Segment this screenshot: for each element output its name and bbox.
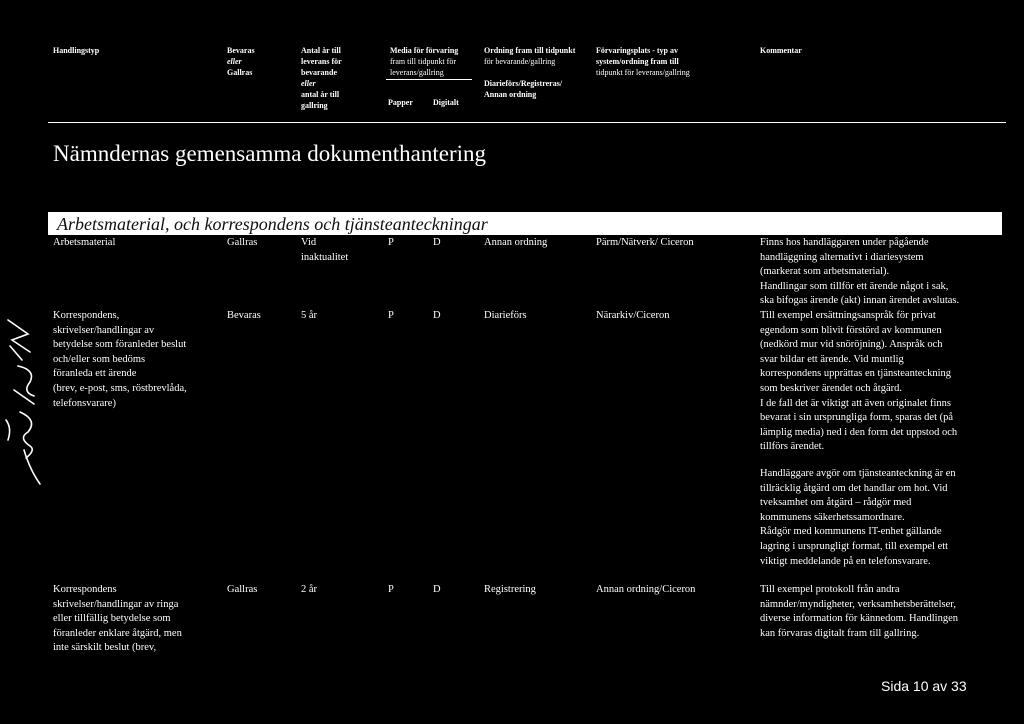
header-text: Kommentar <box>760 46 802 55</box>
header-text <box>484 67 575 78</box>
row-2-years: 5 år <box>301 310 318 321</box>
row-1-paper: P <box>388 237 394 248</box>
header-text: Handlingstyp <box>53 46 100 55</box>
row-1-comment: Finns hos handläggaren under pågående handläggning alternativt i diariesystem (markerat som arbetsmaterial). Handlingar som tillför ett ärende något i sak, ska bifogas ärende (akt) innan ärendet avslutas. <box>760 237 960 307</box>
header-text: Antal år till <box>301 46 341 55</box>
header-col-antal-ar <box>301 45 342 111</box>
row-3-paper: P <box>388 584 394 595</box>
row-1-plats: Pärm/Nätverk/ Ciceron <box>596 237 694 248</box>
row-2-comment: Till exempel ersättningsanspråk för privat egendom som blivit förstörd av kommunen (nedkörd mur vid snöröjning). Anspråk och svar bildar ett ärende. Vid muntlig korrespondens upprättas en tjänsteanteckning som beskriver ärendet och åtgärd. I de fall det är viktigt att även originalet finns bevarat i sin ursprungliga form, sparas det (på lämplig media) ned i den form det uppstod och tillförs ärendet. <box>760 310 958 453</box>
header-text: bevarande <box>301 68 337 77</box>
handwritten-signature <box>0 300 48 490</box>
header-text: Förvaringsplats - typ av <box>596 46 678 55</box>
header-text: Annan ordning <box>484 90 537 99</box>
row-2-comment-2: Handläggare avgör om tjänsteanteckning är en tillräcklig åtgärd om det handlar om hot. Vid tveksamhet om åtgärd – rådgör med kommunens säkerhetssamordnare. Rådgör med kommunens IT-enhet gällande lagring i ursprungligt format, till exempel ett viktigt meddelande på en telefonsvarare. <box>760 468 956 567</box>
header-col-ordning <box>484 45 575 100</box>
row-3-type: Korrespondens skrivelser/handlingar av ringa eller tillfällig betydelse som föranleder enklare åtgärd, men inte särskilt beslut (brev, <box>53 584 182 654</box>
row-2-plats: Närarkiv/Ciceron <box>596 310 670 321</box>
header-text: Gallras <box>227 68 253 77</box>
header-text: eller <box>301 79 316 88</box>
header-col-media <box>390 45 458 78</box>
header-text: Ordning fram till tidpunkt <box>484 46 576 55</box>
header-text: Diarieförs/Registreras/ <box>484 79 563 88</box>
row-3-digital: D <box>433 584 441 595</box>
header-text: gallring <box>301 101 328 110</box>
row-3-plats: Annan ordning/Ciceron <box>596 584 696 595</box>
row-2-bevaras: Bevaras <box>227 310 261 321</box>
row-3-years: 2 år <box>301 584 318 595</box>
page-number: Sida 10 av 33 <box>881 678 967 694</box>
row-1-years: Vid inaktualitet <box>301 237 349 263</box>
row-1-type: Arbetsmaterial <box>53 237 116 248</box>
row-2-ordning: Diarieförs <box>484 310 527 321</box>
row-3-ordning: Registrering <box>484 584 536 595</box>
header-text: fram till tidpunkt för <box>390 57 456 66</box>
subsection-title: Arbetsmaterial, och korrespondens och tjänsteanteckningar <box>57 214 488 234</box>
row-1-ordning: Annan ordning <box>484 237 548 248</box>
row-2-type: Korrespondens, skrivelser/handlingar av betydelse som föranleder beslut och/eller som bedöms föranleda ett ärende (brev, e-post, sms, röstbrevlåda, telefonsvarare) <box>53 310 187 409</box>
row-2-digital: D <box>433 310 441 321</box>
header-bottom-rule <box>48 122 1006 123</box>
row-2-paper: P <box>388 310 394 321</box>
header-col-bevaras <box>227 45 255 78</box>
header-text: Bevaras <box>227 46 255 55</box>
section-title: Nämndernas gemensamma dokumenthantering <box>53 141 487 166</box>
row-1-bevaras: Gallras <box>227 237 258 248</box>
header-text: Media för förvaring <box>390 46 459 55</box>
header-text: för bevarande/gallring <box>484 57 556 66</box>
header-digitalt: Digitalt <box>433 98 459 107</box>
header-papper: Papper <box>388 98 413 107</box>
header-text: system/ordning fram till <box>596 57 679 66</box>
header-text: antal år till <box>301 90 340 99</box>
header-col-kommentar <box>760 45 802 56</box>
header-text: eller <box>227 57 242 66</box>
header-col-forvaringsplats <box>596 45 690 78</box>
row-3-comment: Till exempel protokoll från andra nämnder/myndigheter, verksamhetsberättelser, diverse information för kännedom. Handlingen kan förvaras digitalt fram till gallring. <box>760 584 958 639</box>
header-col-handlingstyp <box>53 45 99 56</box>
header-text: leverans för <box>301 57 342 66</box>
row-3-bevaras: Gallras <box>227 584 258 595</box>
header-text: tidpunkt för leverans/gallring <box>596 68 690 77</box>
row-1-digital: D <box>433 237 441 248</box>
header-divider <box>386 79 472 80</box>
header-text: leverans/gallring <box>390 68 444 77</box>
